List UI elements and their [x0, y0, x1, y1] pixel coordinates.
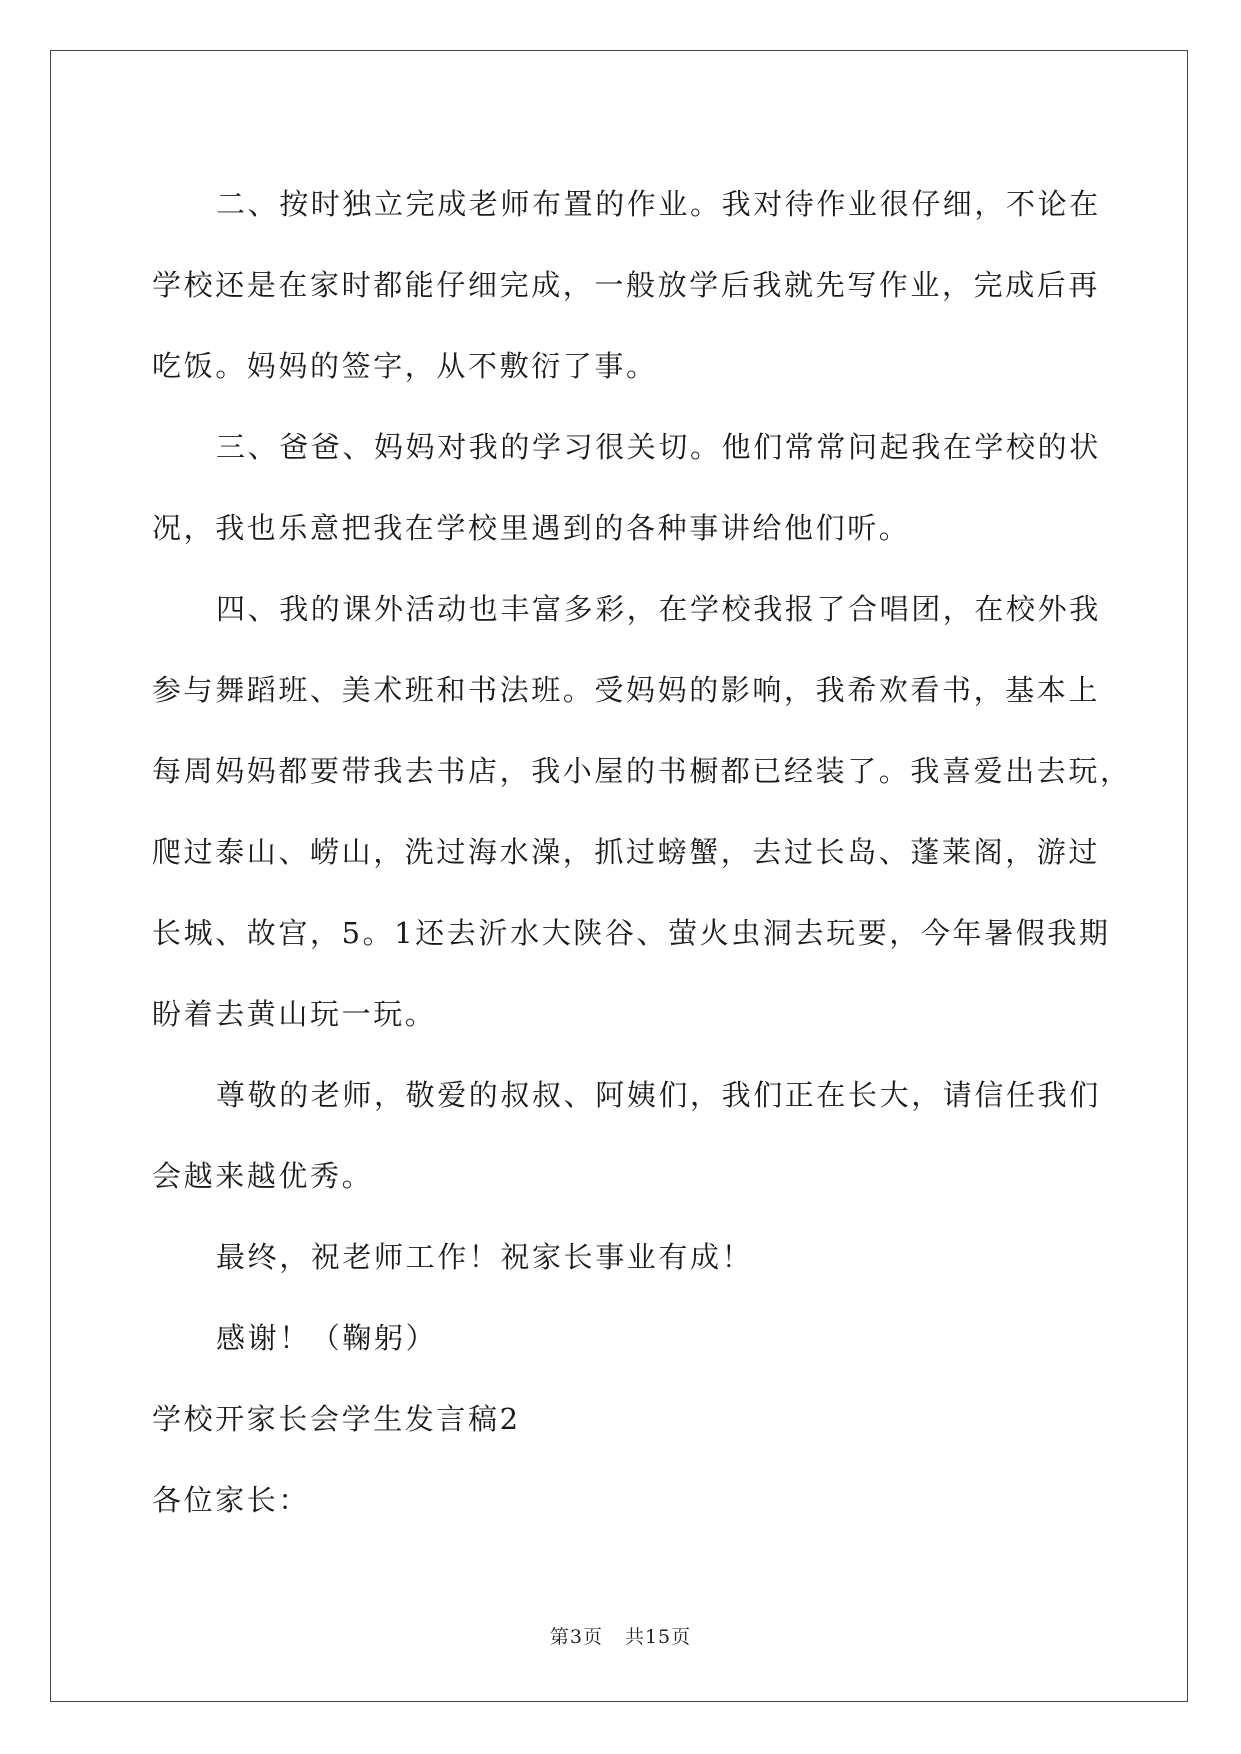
paragraph-activities [152, 569, 1132, 1055]
document-body [152, 164, 1132, 1541]
paragraph-thanks [152, 1298, 1092, 1379]
text-line: 四、我的课外活动也丰富多彩，在学校我报了合唱团，在校外我 [216, 592, 1101, 626]
page-footer [0, 1622, 1241, 1649]
text-line: 吃饭。妈妈的签字，从不敷衍了事。 [152, 349, 658, 383]
text-line: 学校还是在家时都能仔细完成，一般放学后我就先写作业，完成后再 [152, 268, 1101, 302]
text-line: 况，我也乐意把我在学校里遇到的各种事讲给他们听。 [152, 511, 911, 545]
text-line: 爬过泰山、崂山，洗过海水澡，抓过螃蟹，去过长岛、蓬莱阁，游过 [152, 835, 1101, 869]
paragraph-parents-care [152, 407, 1101, 569]
text-line: 感谢！（鞠躬） [216, 1321, 438, 1355]
paragraph-respect [152, 1055, 1101, 1217]
text-line: 学校开家长会学生发言稿2 [152, 1402, 521, 1436]
text-line: 盼着去黄山玩一玩。 [152, 997, 437, 1031]
text-line: 参与舞蹈班、美术班和书法班。受妈妈的影响，我希欢看书，基本上 [152, 673, 1101, 707]
text-line: 会越来越优秀。 [152, 1159, 374, 1193]
text-line: 尊敬的老师，敬爱的叔叔、阿姨们，我们正在长大，请信任我们 [216, 1078, 1101, 1112]
section-title [152, 1379, 1092, 1460]
text-line: 最终，祝老师工作！祝家长事业有成！ [216, 1240, 754, 1274]
salutation [152, 1460, 1092, 1541]
page-number: 第3页 [549, 1626, 603, 1648]
text-line: 三、爸爸、妈妈对我的学习很关切。他们常常问起我在学校的状 [216, 430, 1101, 464]
paragraph-homework [152, 164, 1101, 407]
text-line: 长城、故宫，5。1还去沂水大陕谷、萤火虫洞去玩要，今年暑假我期 [152, 916, 1111, 950]
text-line: 每周妈妈都要带我去书店，我小屋的书橱都已经装了。我喜爱出去玩， [152, 754, 1132, 788]
total-pages: 共15页 [624, 1626, 692, 1648]
text-line: 各位家长： [152, 1483, 311, 1517]
paragraph-wishes [152, 1217, 1092, 1298]
text-line: 二、按时独立完成老师布置的作业。我对待作业很仔细，不论在 [216, 187, 1101, 221]
